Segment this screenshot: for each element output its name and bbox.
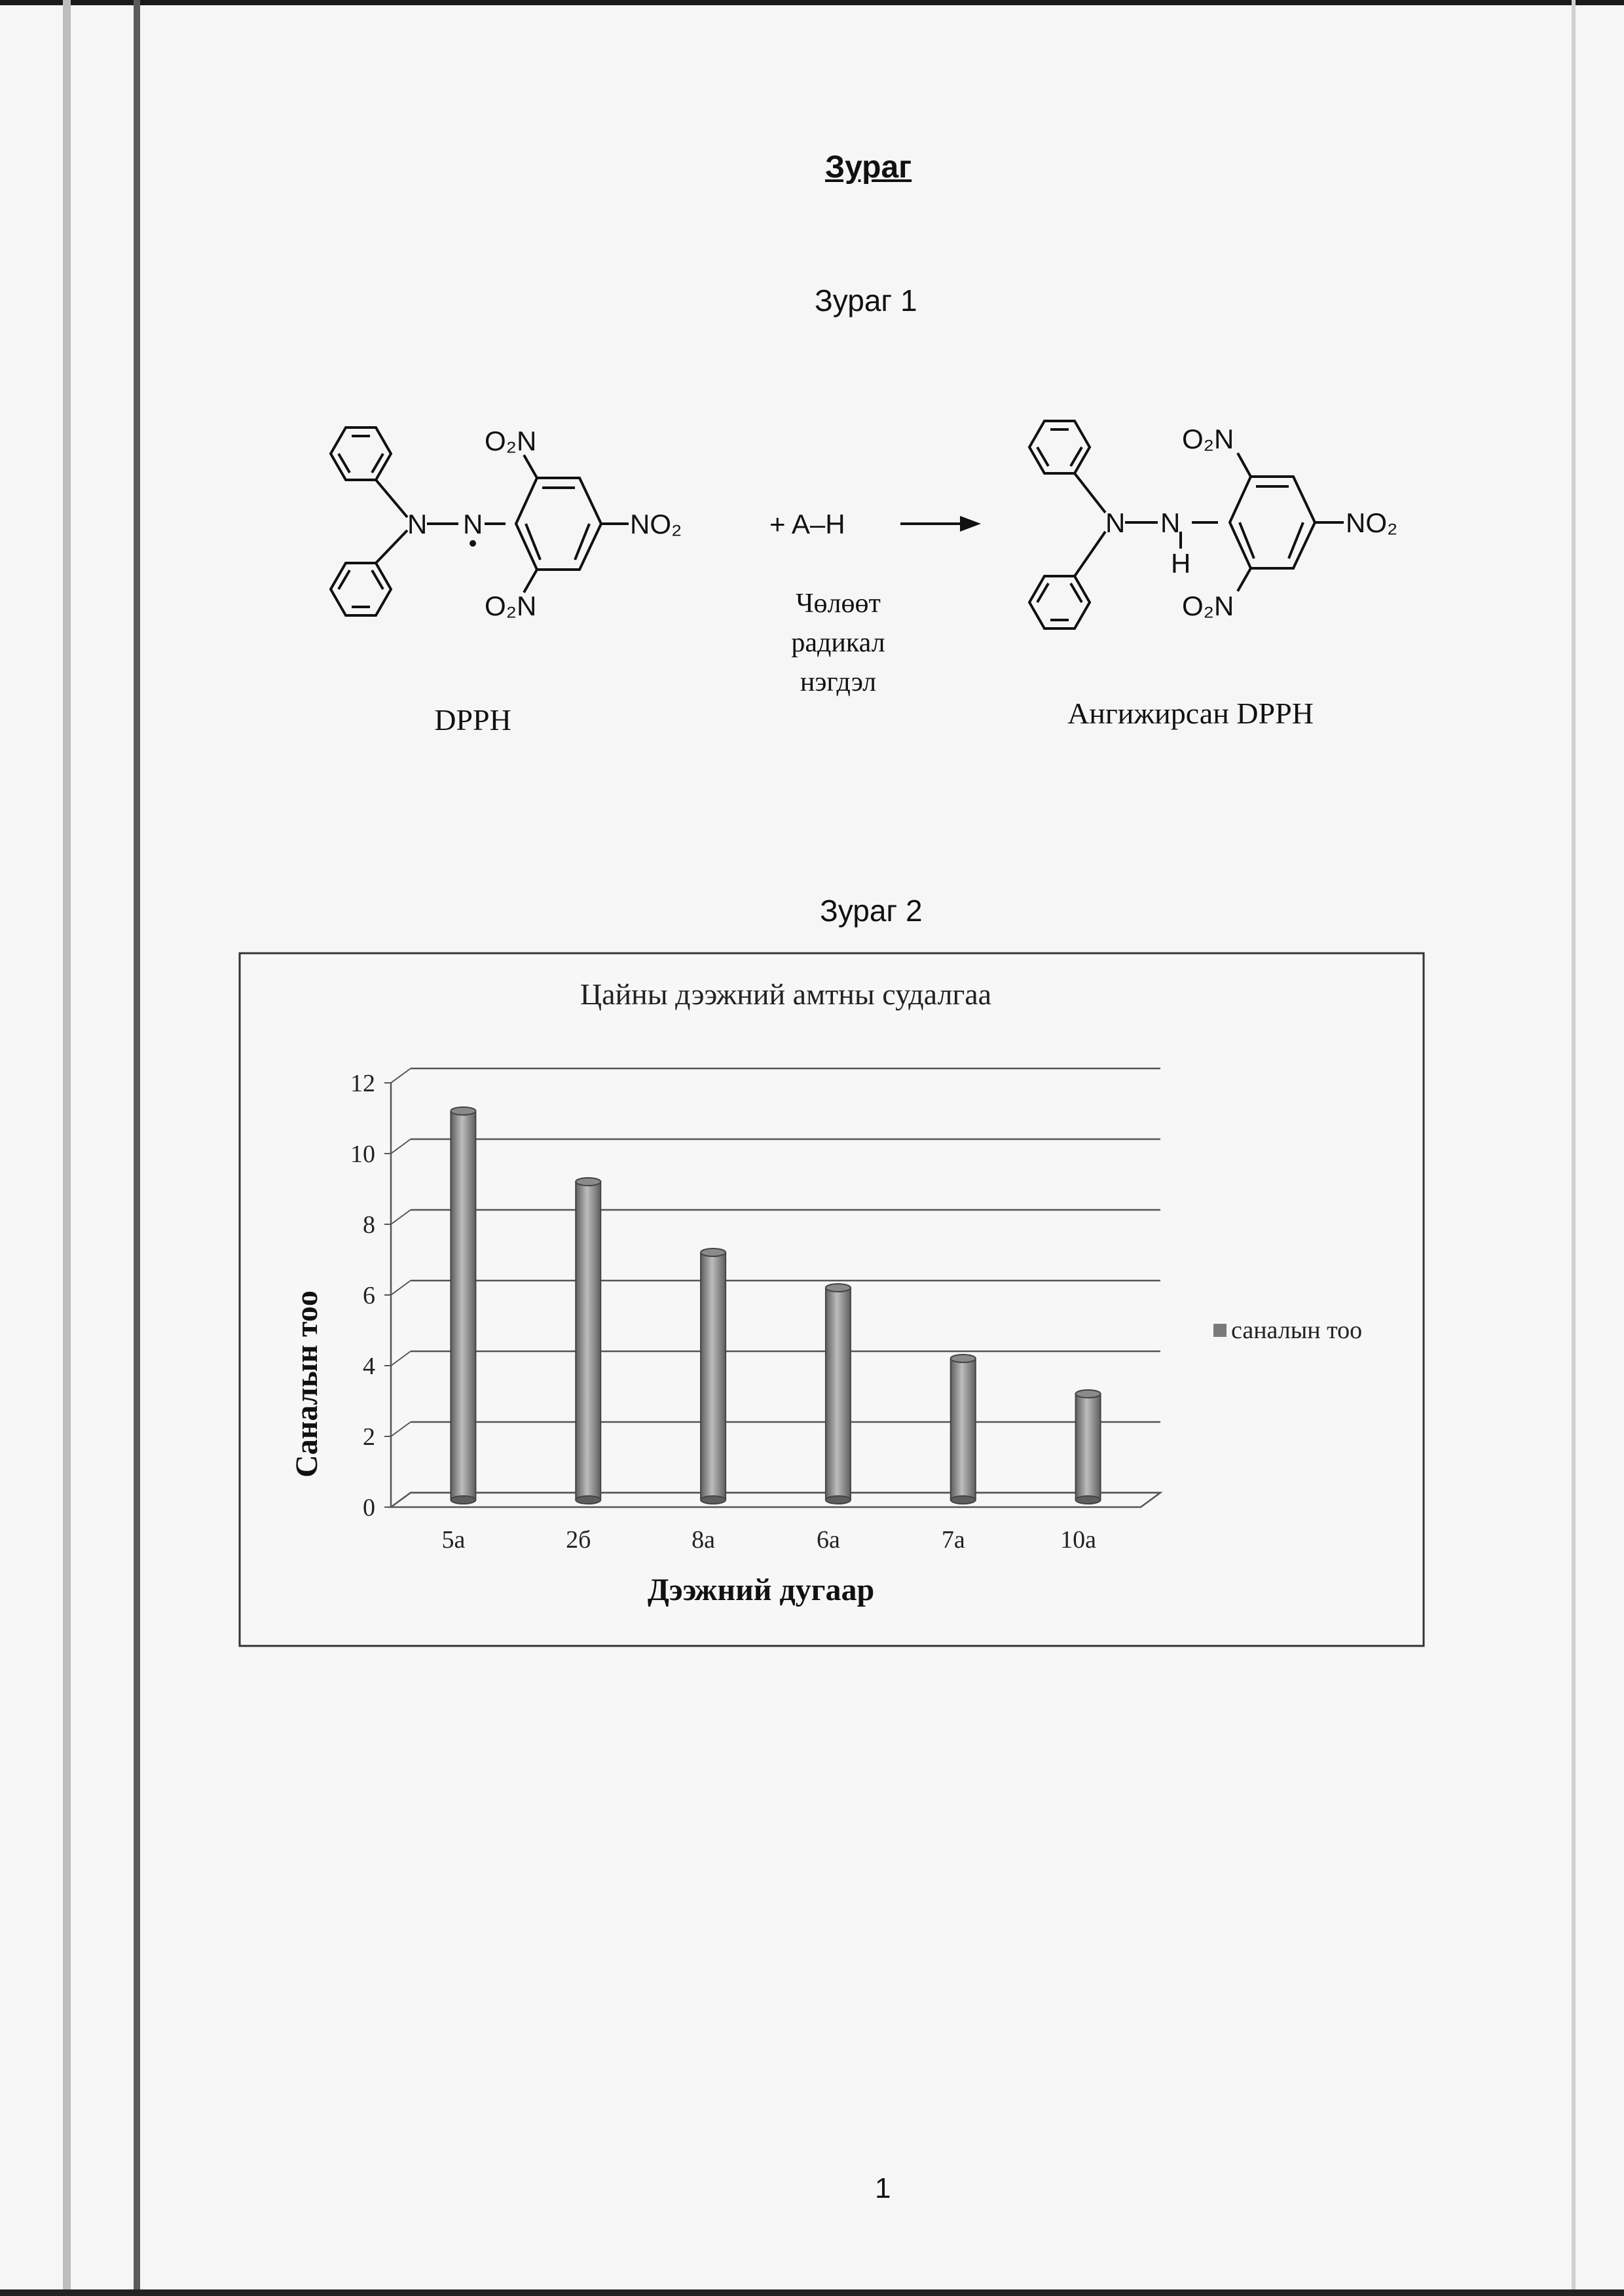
y-tick-label: 4 xyxy=(363,1353,375,1380)
right-h: H xyxy=(1171,548,1191,579)
legend-label: саналын тоо xyxy=(1231,1317,1363,1344)
bar-top xyxy=(1076,1390,1101,1398)
bar-6а xyxy=(826,1284,851,1504)
y-tick-label: 6 xyxy=(363,1282,375,1309)
bar-base xyxy=(701,1496,726,1504)
x-tick-label: 5а xyxy=(441,1526,466,1554)
scan-top-border xyxy=(0,0,1624,5)
bar-body xyxy=(951,1358,976,1500)
condition-line-1: Чөлөөт xyxy=(796,589,881,619)
chart-title: Цайны дээжний амтны судалгаа xyxy=(580,977,992,1011)
scan-binding-edge xyxy=(134,0,140,2296)
reaction-arrowhead xyxy=(960,516,981,532)
x-axis-label: Дээжний дугаар xyxy=(647,1573,875,1607)
y-tick-label: 12 xyxy=(350,1070,375,1097)
bar-body xyxy=(451,1111,475,1500)
bar-2б xyxy=(576,1178,600,1504)
y-tick-label: 0 xyxy=(363,1494,375,1522)
bar-body xyxy=(826,1288,851,1500)
figure-2-caption: Зураг 2 xyxy=(820,894,923,928)
x-tick-label: 2б xyxy=(566,1526,591,1554)
left-o2n-bottom: O₂N xyxy=(485,591,537,621)
left-n1: N xyxy=(407,509,428,539)
y-axis-label: Саналын тоо xyxy=(289,1290,324,1478)
bar-8а xyxy=(701,1248,726,1504)
right-o2n-bottom: O₂N xyxy=(1182,591,1234,621)
bar-top xyxy=(826,1284,851,1292)
x-tick-label: 7а xyxy=(941,1526,965,1554)
condition-line-2: радикал xyxy=(791,628,885,658)
bar-base xyxy=(451,1496,475,1504)
page-number: 1 xyxy=(875,2172,891,2204)
bar-top xyxy=(576,1178,600,1186)
condition-line-3: нэгдэл xyxy=(800,667,877,697)
bar-base xyxy=(951,1496,976,1504)
figure-1-caption: Зураг 1 xyxy=(815,283,917,318)
right-no2: NO₂ xyxy=(1346,507,1398,538)
bar-10а xyxy=(1076,1390,1101,1504)
bar-5а xyxy=(451,1107,475,1504)
bar-body xyxy=(1076,1394,1101,1500)
left-o2n-top: O₂N xyxy=(485,426,537,456)
left-n2: N xyxy=(463,509,483,539)
x-tick-label: 10а xyxy=(1060,1526,1097,1554)
bar-top xyxy=(951,1355,976,1362)
bar-base xyxy=(1076,1496,1101,1504)
y-tick-label: 10 xyxy=(350,1140,375,1168)
left-no2: NO₂ xyxy=(630,509,682,539)
dpph-label: DPPH xyxy=(434,703,511,737)
radical-dot xyxy=(470,540,476,547)
bar-body xyxy=(576,1182,600,1500)
bar-body xyxy=(701,1252,726,1500)
dpph-reaction-scheme xyxy=(262,393,1467,759)
bar-top xyxy=(701,1248,726,1256)
x-tick-label: 8а xyxy=(692,1526,716,1554)
y-tick-label: 8 xyxy=(363,1211,375,1239)
scan-left-edge xyxy=(63,0,71,2296)
y-tick-label: 2 xyxy=(363,1423,375,1451)
bar-base xyxy=(826,1496,851,1504)
tea-taste-chart xyxy=(238,952,1425,1647)
scan-bottom-border xyxy=(0,2289,1624,2296)
reduced-dpph-label: Ангижирсан DPPH xyxy=(1067,697,1314,730)
legend-swatch xyxy=(1213,1324,1227,1337)
bar-base xyxy=(576,1496,600,1504)
scan-right-edge xyxy=(1572,0,1576,2296)
bar-7а xyxy=(951,1355,976,1504)
page-heading: Зураг xyxy=(825,150,912,185)
x-tick-label: 6а xyxy=(816,1526,840,1554)
reagent-label: + A–H xyxy=(769,509,845,539)
right-o2n-top: O₂N xyxy=(1182,424,1234,454)
right-n1: N xyxy=(1105,507,1126,538)
bar-top xyxy=(451,1107,475,1115)
right-n2: N xyxy=(1160,507,1181,538)
